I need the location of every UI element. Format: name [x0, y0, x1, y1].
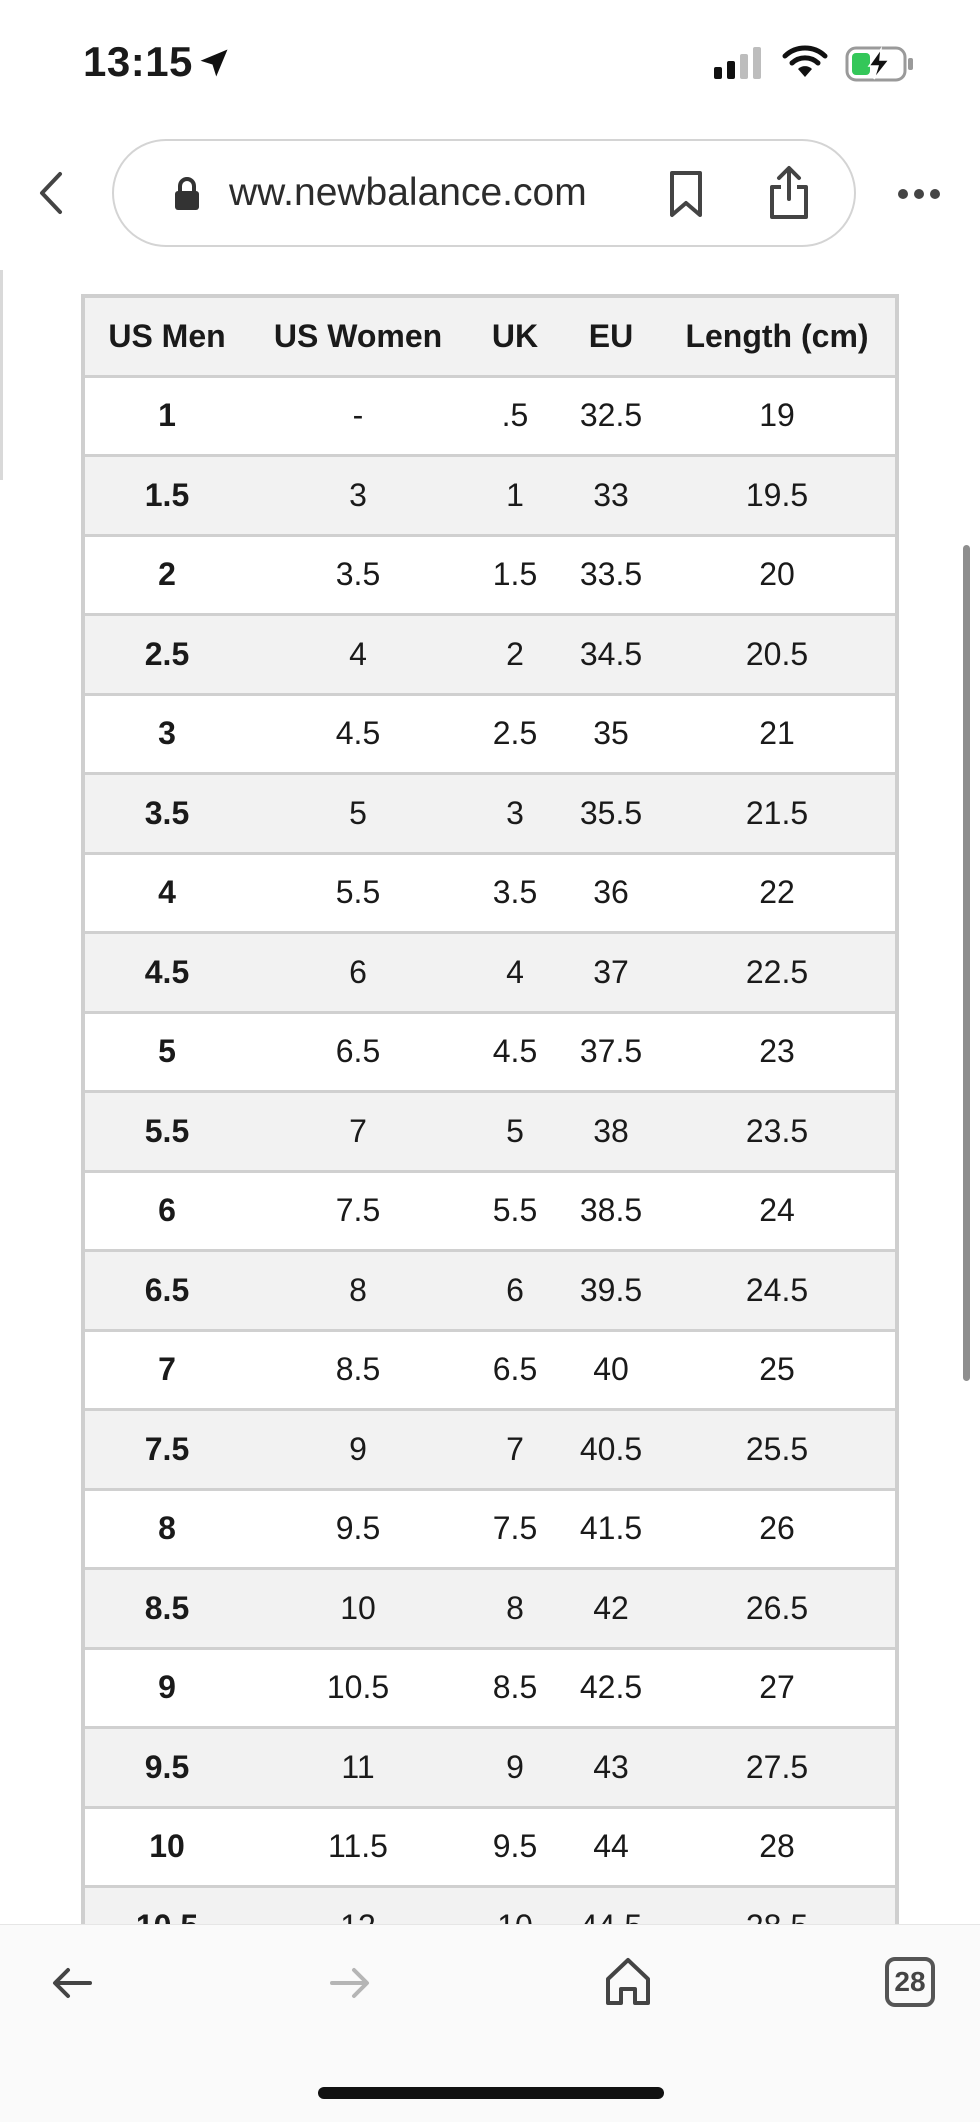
header-uk: UK	[467, 298, 563, 376]
cell-us-women: 9.5	[249, 1489, 467, 1569]
cell-us-men: 10	[85, 1807, 249, 1887]
table-row	[85, 1569, 895, 1649]
table-row	[85, 376, 895, 456]
cell-eu: 38	[563, 1092, 659, 1172]
header-length: Length (cm)	[659, 298, 895, 376]
cell-us-men: 9	[85, 1648, 249, 1728]
cell-uk: 8.5	[467, 1648, 563, 1728]
cell-us-women: 6	[249, 933, 467, 1013]
left-edge-marker	[0, 270, 3, 480]
table-row	[85, 1092, 895, 1172]
cell-us-men: 3.5	[85, 774, 249, 854]
cell-eu: 42	[563, 1569, 659, 1649]
home-icon[interactable]	[603, 1955, 653, 2007]
share-icon[interactable]	[766, 165, 812, 221]
table-row	[85, 1648, 895, 1728]
cell-us-women: 10.5	[249, 1648, 467, 1728]
scroll-indicator[interactable]	[963, 545, 970, 1381]
cell-eu: 35	[563, 694, 659, 774]
table-row	[85, 615, 895, 695]
cell-eu: 35.5	[563, 774, 659, 854]
table-row	[85, 1330, 895, 1410]
cell-eu: 37	[563, 933, 659, 1013]
cell-eu: 33.5	[563, 535, 659, 615]
cell-uk: 4	[467, 933, 563, 1013]
cell-us-women: 3.5	[249, 535, 467, 615]
cell-us-men: 5	[85, 1012, 249, 1092]
cell-uk: 3.5	[467, 853, 563, 933]
cell-length: 19	[659, 376, 895, 456]
forward-arrow-icon[interactable]	[326, 1959, 374, 2007]
cell-uk: 5	[467, 1092, 563, 1172]
table-row	[85, 694, 895, 774]
cell-us-women: 8	[249, 1251, 467, 1331]
cell-us-women: 6.5	[249, 1012, 467, 1092]
cell-us-women: -	[249, 376, 467, 456]
cell-us-men: 9.5	[85, 1728, 249, 1808]
cellular-signal-icon	[714, 47, 766, 79]
table-row	[85, 535, 895, 615]
cell-eu: 43	[563, 1728, 659, 1808]
bottom-toolbar	[0, 1924, 980, 2122]
cell-eu: 40	[563, 1330, 659, 1410]
cell-uk: 9	[467, 1728, 563, 1808]
cell-length: 24.5	[659, 1251, 895, 1331]
cell-eu: 36	[563, 853, 659, 933]
cell-length: 26.5	[659, 1569, 895, 1649]
cell-eu: 41.5	[563, 1489, 659, 1569]
cell-length: 25	[659, 1330, 895, 1410]
cell-length: 25.5	[659, 1410, 895, 1490]
back-chevron-icon[interactable]	[32, 168, 72, 218]
cell-length: 23	[659, 1012, 895, 1092]
cell-uk: 1.5	[467, 535, 563, 615]
size-table	[85, 298, 895, 1968]
header-us-women: US Women	[249, 298, 467, 376]
cell-uk: 6.5	[467, 1330, 563, 1410]
cell-eu: 39.5	[563, 1251, 659, 1331]
cell-uk: 9.5	[467, 1807, 563, 1887]
cell-uk: 4.5	[467, 1012, 563, 1092]
cell-length: 22	[659, 853, 895, 933]
table-row	[85, 1807, 895, 1887]
cell-us-men: 1	[85, 376, 249, 456]
cell-length: 27	[659, 1648, 895, 1728]
status-bar	[0, 0, 980, 130]
cell-length: 20	[659, 535, 895, 615]
cell-us-men: 8	[85, 1489, 249, 1569]
cell-length: 20.5	[659, 615, 895, 695]
cell-eu: 42.5	[563, 1648, 659, 1728]
header-us-men: US Men	[85, 298, 249, 376]
status-time: 13:15	[83, 38, 193, 85]
cell-uk: 6	[467, 1251, 563, 1331]
cell-length: 19.5	[659, 456, 895, 536]
cell-us-men: 6	[85, 1171, 249, 1251]
table-row	[85, 1728, 895, 1808]
table-row	[85, 1171, 895, 1251]
cell-uk: 2.5	[467, 694, 563, 774]
cell-us-women: 11	[249, 1728, 467, 1808]
size-chart	[81, 294, 899, 1924]
home-indicator	[318, 2087, 664, 2099]
cell-uk: .5	[467, 376, 563, 456]
more-icon[interactable]	[897, 188, 941, 200]
cell-length: 21	[659, 694, 895, 774]
cell-us-women: 4.5	[249, 694, 467, 774]
cell-us-women: 10	[249, 1569, 467, 1649]
table-row	[85, 1012, 895, 1092]
cell-eu: 32.5	[563, 376, 659, 456]
cell-us-women: 9	[249, 1410, 467, 1490]
battery-charging-icon	[845, 45, 915, 83]
cell-us-men: 1.5	[85, 456, 249, 536]
cell-us-women: 5.5	[249, 853, 467, 933]
cell-eu: 34.5	[563, 615, 659, 695]
bookmark-icon[interactable]	[666, 169, 706, 219]
header-eu: EU	[563, 298, 659, 376]
table-row	[85, 774, 895, 854]
wifi-icon	[782, 45, 828, 79]
lock-icon	[172, 177, 202, 211]
cell-uk: 1	[467, 456, 563, 536]
cell-uk: 5.5	[467, 1171, 563, 1251]
cell-eu: 33	[563, 456, 659, 536]
cell-us-men: 4.5	[85, 933, 249, 1013]
cell-eu: 40.5	[563, 1410, 659, 1490]
cell-length: 23.5	[659, 1092, 895, 1172]
cell-us-men: 4	[85, 853, 249, 933]
table-row	[85, 456, 895, 536]
cell-us-women: 7	[249, 1092, 467, 1172]
cell-us-men: 7.5	[85, 1410, 249, 1490]
table-body	[85, 376, 895, 1966]
cell-us-men: 5.5	[85, 1092, 249, 1172]
location-arrow-icon	[196, 45, 232, 81]
table-row	[85, 933, 895, 1013]
cell-length: 21.5	[659, 774, 895, 854]
cell-us-women: 3	[249, 456, 467, 536]
cell-length: 26	[659, 1489, 895, 1569]
tabs-button[interactable]: 28	[885, 1957, 935, 2007]
cell-eu: 38.5	[563, 1171, 659, 1251]
cell-eu: 37.5	[563, 1012, 659, 1092]
cell-us-women: 7.5	[249, 1171, 467, 1251]
cell-us-men: 3	[85, 694, 249, 774]
cell-uk: 7	[467, 1410, 563, 1490]
cell-uk: 7.5	[467, 1489, 563, 1569]
cell-us-men: 2	[85, 535, 249, 615]
cell-us-women: 5	[249, 774, 467, 854]
url-text[interactable]: ww.newbalance.com	[229, 171, 587, 214]
cell-uk: 8	[467, 1569, 563, 1649]
table-row	[85, 1489, 895, 1569]
cell-us-women: 8.5	[249, 1330, 467, 1410]
cell-eu: 44	[563, 1807, 659, 1887]
cell-us-men: 7	[85, 1330, 249, 1410]
table-row	[85, 853, 895, 933]
cell-uk: 3	[467, 774, 563, 854]
cell-us-men: 8.5	[85, 1569, 249, 1649]
table-row	[85, 1410, 895, 1490]
table-row	[85, 1251, 895, 1331]
address-bar[interactable]	[112, 139, 856, 247]
cell-length: 22.5	[659, 933, 895, 1013]
cell-us-women: 11.5	[249, 1807, 467, 1887]
cell-length: 24	[659, 1171, 895, 1251]
cell-uk: 2	[467, 615, 563, 695]
cell-length: 27.5	[659, 1728, 895, 1808]
cell-us-men: 2.5	[85, 615, 249, 695]
back-arrow-icon[interactable]	[48, 1959, 96, 2007]
cell-length: 28	[659, 1807, 895, 1887]
table-header-row	[85, 298, 895, 376]
cell-us-men: 6.5	[85, 1251, 249, 1331]
cell-us-women: 4	[249, 615, 467, 695]
